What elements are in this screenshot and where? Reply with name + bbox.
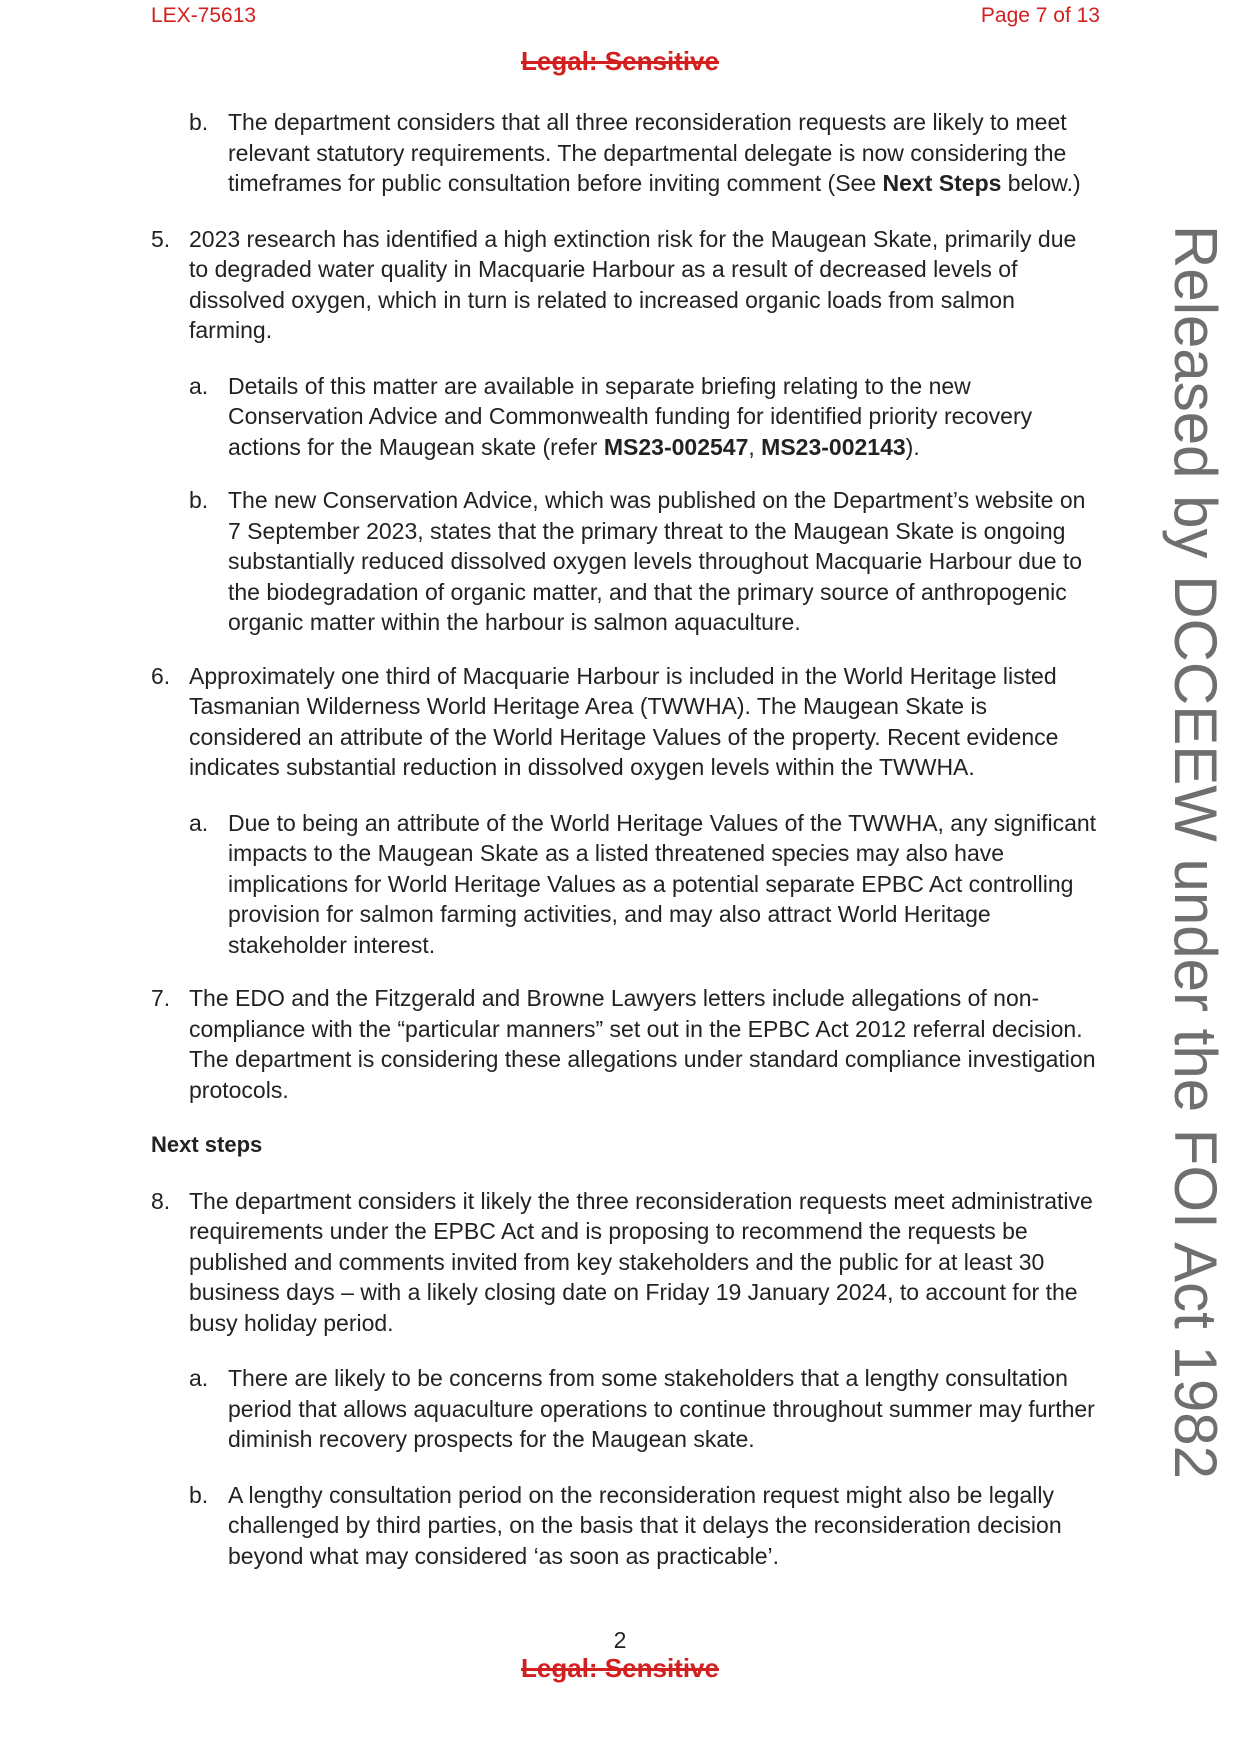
paragraph-text: Due to being an attribute of the World Heritage Values of the TWWHA, any significant impacts to the Maugean Skate as a listed threatened species may also have implications for World Heritage Values as a potential separate EPBC Act controlling provision for salmon farming activities, and may also attract World Heritage stakeholder interest. xyxy=(228,809,1097,958)
paragraph-text: The new Conservation Advice, which was published on the Department’s website on 7 September 2023, states that the primary threat to the Maugean Skate is ongoing substantially reduced dissolved oxygen levels throughout Macquarie Harbour due to the biodegradation of organic matter, and that the primary source of anthropogenic organic matter within the harbour is salmon aquaculture. xyxy=(228,487,1086,635)
list-marker: a. xyxy=(189,809,209,836)
paragraph-8a xyxy=(151,1363,1101,1455)
list-marker: b. xyxy=(189,487,209,513)
paragraph-text: Approximately one third of Macquarie Harbour is included in the World Heritage listed Tasmanian Wilderness World Heritage Area (TWWHA). The Maugean Skate is considered an attribute of the World Heritage Values of the property. Recent evidence indicates substantial reduction in dissolved oxygen levels within the TWWHA. xyxy=(189,662,1059,780)
classification-marking-top: Legal: Sensitive xyxy=(521,46,719,76)
list-marker: 5. xyxy=(151,225,171,252)
list-marker: 8. xyxy=(151,1187,171,1214)
paragraph-5a xyxy=(151,371,1101,463)
separator: , xyxy=(748,433,762,460)
list-marker: a. xyxy=(189,372,209,399)
section-heading-next-steps: Next steps xyxy=(151,1132,263,1157)
paragraph-text: ). xyxy=(905,433,920,460)
classification-marking-bottom: Legal: Sensitive xyxy=(521,1653,719,1683)
paragraph-text: 2023 research has identified a high extinction risk for the Maugean Skate, primarily due to degraded water quality in Macquarie Harbour as a result of decreased levels of dissolved oxygen, which in turn is related to increased organic loads from salmon farming. xyxy=(189,225,1077,343)
paragraph-5b xyxy=(151,485,1101,638)
paragraph-8b xyxy=(151,1480,1101,1572)
paragraph-text: The EDO and the Fitzgerald and Browne Lawyers letters include allegations of non-compliance with the “particular manners” set out in the EPBC Act 2012 referral decision. The department is considering these allegations under standard compliance investigation protocols. xyxy=(189,985,1096,1103)
ministerial-reference: MS23-002143 xyxy=(761,433,906,460)
paragraph-6 xyxy=(151,661,1101,783)
paragraph-6a xyxy=(151,808,1101,961)
paragraph-4b xyxy=(151,107,1101,199)
paragraph-text: A lengthy consultation period on the reconsideration request might also be legally challenged by third parties, on the basis that it delays the reconsideration decision beyond what may considered ‘as soon as practicable’. xyxy=(228,1481,1062,1569)
document-body xyxy=(151,107,1101,1571)
list-marker: b. xyxy=(189,109,209,135)
paragraph-8 xyxy=(151,1186,1101,1339)
paragraph-7 xyxy=(151,983,1101,1105)
paragraph-text: below.) xyxy=(1001,170,1081,196)
paragraph-text: The department considers that all three reconsideration requests are likely to meet relevant statutory requirements. The departmental delegate is now considering the timeframes for public consultation before inviting comment (See xyxy=(228,109,1067,196)
paragraph-text: There are likely to be concerns from some stakeholders that a lengthy consultation period that allows aquaculture operations to continue throughout summer may further diminish recovery prospects for the Maugean skate. xyxy=(228,1365,1095,1452)
paragraph-text: The department considers it likely the three reconsideration requests meet administrative requirements under the EPBC Act and is proposing to recommend the requests be published and comments invited from key stakeholders and the public for at least 30 business days – with a likely closing date on Friday 19 January 2024, to account for the busy holiday period. xyxy=(189,1187,1093,1336)
page-indicator: Page 7 of 13 xyxy=(980,4,1100,27)
page-number: 2 xyxy=(613,1627,627,1653)
paragraph-text: Details of this matter are available in separate briefing relating to the new Conservation Advice and Commonwealth funding for identified priority recovery actions for the Maugean skate (refer xyxy=(228,372,1033,460)
list-marker: b. xyxy=(189,1481,209,1508)
foi-release-watermark: Released by DCCEEW under the FOI Act 1982 xyxy=(1162,225,1229,1479)
list-marker: 6. xyxy=(151,662,171,689)
list-marker: 7. xyxy=(151,985,171,1011)
list-marker: a. xyxy=(189,1365,209,1391)
document-reference: LEX-75613 xyxy=(151,4,257,27)
bold-reference: Next Steps xyxy=(882,170,1002,196)
paragraph-5 xyxy=(151,224,1101,346)
ministerial-reference: MS23-002547 xyxy=(603,433,749,460)
